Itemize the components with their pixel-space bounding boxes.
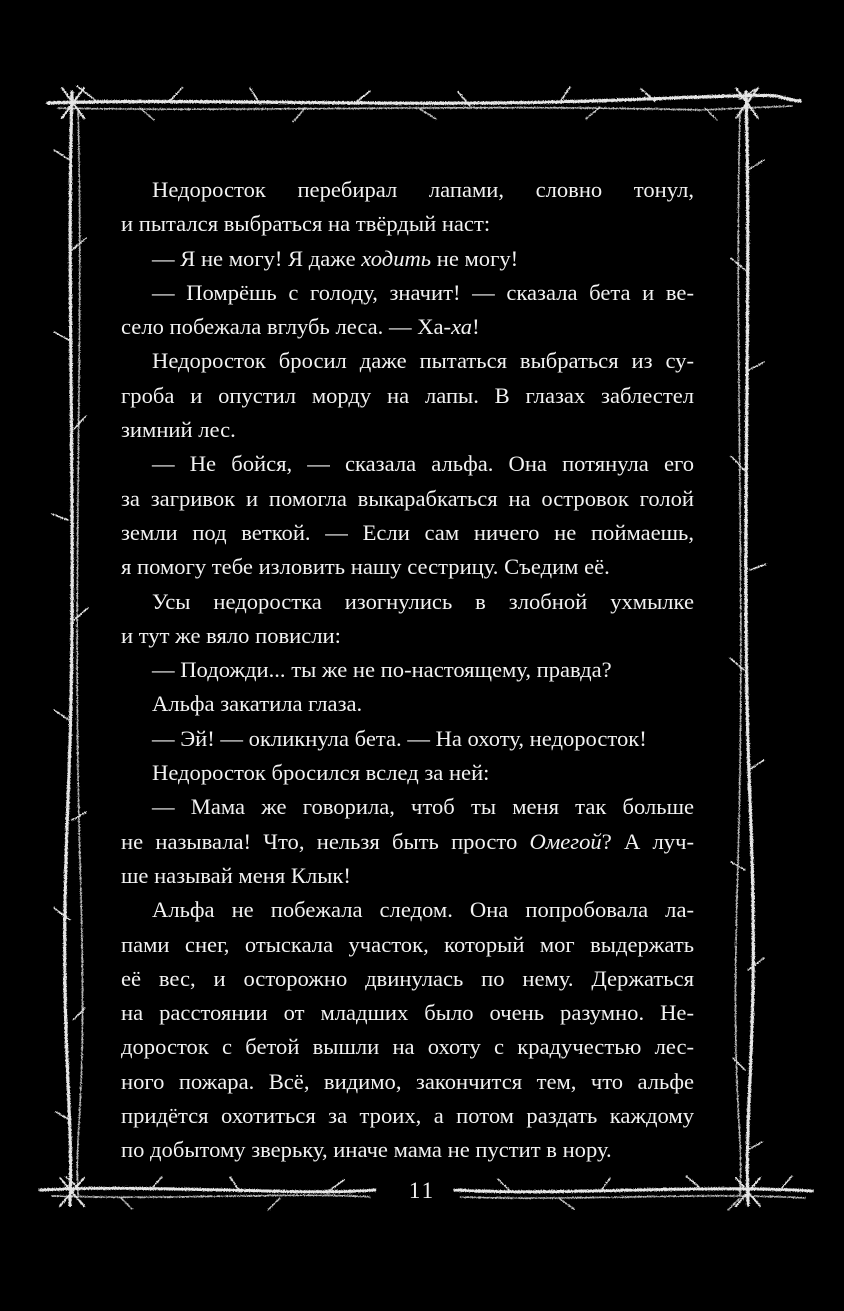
text-line: ного пожара. Всё, видимо, закончится тем, что альфе xyxy=(121,1068,694,1094)
text-line: — Мама же говорила, чтоб ты меня так больше xyxy=(152,794,694,820)
text-line: гроба и опустил морду на лапы. В глазах заблестел xyxy=(121,382,694,408)
text-line: зимний лес. xyxy=(121,417,236,443)
text-line: не называла! Что, нельзя быть просто Омегой? А луч- xyxy=(121,828,694,854)
text-line: и пытался выбраться на твёрдый наст: xyxy=(121,211,491,237)
emphasis: ха xyxy=(451,314,473,340)
text-line: и тут же вяло повисли: xyxy=(121,622,341,648)
right-branch xyxy=(746,92,753,1205)
text-line: — Подожди... ты же не по-настоящему, правда? xyxy=(152,657,612,683)
body-text xyxy=(121,173,694,1168)
text-line: Альфа закатила глаза. xyxy=(152,691,363,717)
text-line: я помогу тебе изловить нашу сестрицу. Съедим её. xyxy=(121,554,610,580)
text-line: ше называй меня Клык! xyxy=(121,862,351,888)
text-line: за загривок и помогла выкарабкаться на островок голой xyxy=(121,485,694,511)
page-number: 11 xyxy=(408,1178,436,1203)
text-line: Недоросток бросил даже пытаться выбраться из су- xyxy=(152,348,694,374)
text-line: село побежала вглубь леса. — Ха-ха! xyxy=(121,314,480,340)
text-line: Недоросток бросился вслед за ней: xyxy=(152,760,490,786)
text-line: Недоросток перебирал лапами, словно тонул, xyxy=(152,177,694,202)
text-line: доросток с бетой вышли на охоту с крадучестью лес- xyxy=(121,1034,694,1060)
text-line: Альфа не побежала следом. Она попробовала ла- xyxy=(152,897,694,923)
text-line: по добытому зверьку, иначе мама не пустит в нору. xyxy=(121,1137,612,1163)
text-line: — Не бойся, — сказала альфа. Она потянула его xyxy=(152,451,694,477)
text-line: Усы недоростка изогнулись в злобной ухмылке xyxy=(152,588,694,614)
text-line: — Я не могу! Я даже ходить не могу! xyxy=(152,245,519,271)
text-line: на расстоянии от младших было очень разумно. Не- xyxy=(121,1000,694,1026)
text-line: её вес, и осторожно двинулась по нему. Держаться xyxy=(121,965,694,991)
text-line: — Помрёшь с голоду, значит! — сказала бета и ве- xyxy=(152,279,694,305)
text-line: земли под веткой. — Если сам ничего не поймаешь, xyxy=(121,519,694,545)
emphasis: ходить xyxy=(361,245,432,271)
text-line: пами снег, отыскала участок, который мог выдержать xyxy=(121,931,694,957)
text-line: — Эй! — окликнула бета. — На охоту, недоросток! xyxy=(152,725,647,751)
emphasis: Омегой xyxy=(529,828,602,854)
top-branch xyxy=(48,95,800,103)
left-branch xyxy=(65,92,72,1205)
text-line: придётся охотиться за троих, а потом раздать каждому xyxy=(121,1103,694,1129)
